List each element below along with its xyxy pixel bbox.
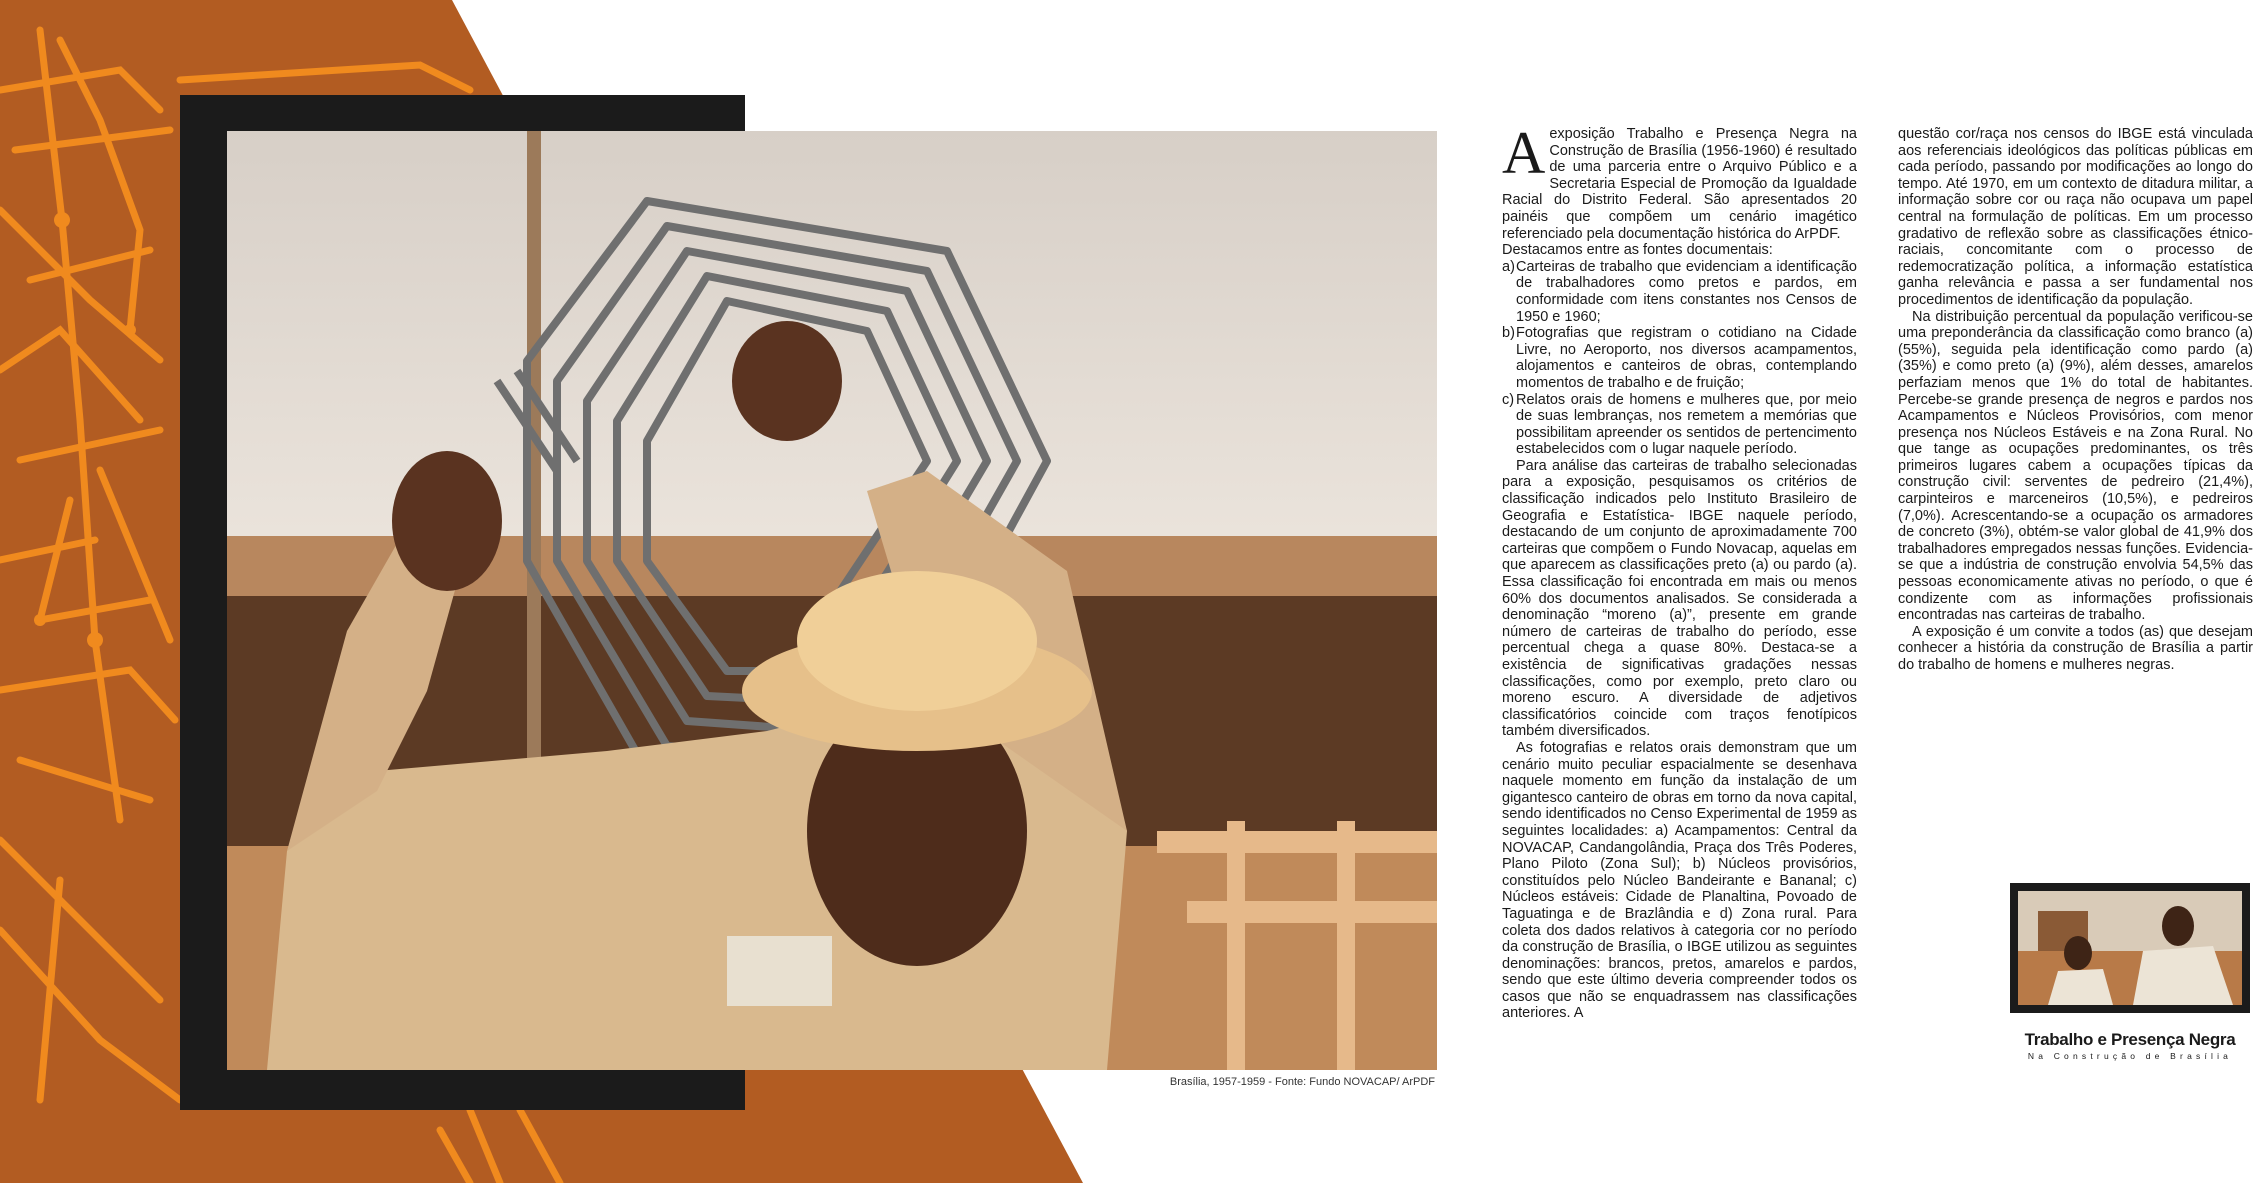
intro-text: exposição Trabalho e Presença Negra na Construção de Brasília (1956-1960) é resultado de uma parceria entre o Arquivo Público e a Secretaria Especial de Promoção da Igualdade Racial do Distrito Federal. São apresentados 20 painéis que compõem um cenário imagético referenciado pela documentação histórica do ArPDF. bbox=[1502, 126, 1857, 242]
main-photo bbox=[227, 131, 1437, 1070]
logo-photo bbox=[2018, 891, 2242, 1005]
list-marker: c) bbox=[1502, 391, 1515, 408]
list-item-text: Relatos orais de homens e mulheres que, por meio de suas lembranças, nos remetem a memórias que possibilitam apreender os sentidos de pertencimento estabelecidos com o lugar naquele período. bbox=[1516, 391, 1857, 458]
list-item bbox=[1502, 259, 1857, 325]
hat-crown bbox=[797, 571, 1037, 711]
man-hand-right bbox=[732, 321, 842, 441]
text-column-2 bbox=[1898, 126, 2253, 674]
logo-subtitle: Na Construção de Brasília bbox=[2027, 1051, 2233, 1061]
logo-frame bbox=[2010, 883, 2250, 1013]
list-item-text: Fotografias que registram o cotidiano na Cidade Livre, no Aeroporto, nos diversos acampamentos, alojamentos e canteiros de obras, contemplando momentos de trabalho e de fruição; bbox=[1516, 325, 1857, 391]
list-item bbox=[1502, 325, 1857, 391]
badge bbox=[727, 936, 832, 1006]
paragraph: questão cor/raça nos censos do IBGE está vinculada aos referenciais ideológicos das políticas públicas em cada período, passando por modificações ao longo do tempo. Até 1970, em um contexto de ditadura militar, a informação sobre cor ou raça não ocupava um papel central na formulação de políticas. Em um processo gradativo de reflexão sobre as classificações étnico-raciais, concomitante com o processo de redemocratização política, a informação estatística ganha relevância e passa a ser fundamental nos procedimentos de identificação da população. bbox=[1898, 126, 2253, 308]
paragraph: A exposição é um convite a todos (as) que desejam conhecer a história da construção de Brasília a partir do trabalho de homens e mulheres negras. bbox=[1898, 623, 2253, 673]
paragraph: Para análise das carteiras de trabalho selecionadas para a exposição, pesquisamos os critérios de classificação indicados pelo Instituto Brasileiro de Geografia e Estatística- IBGE naquele período, destacando de um conjunto de aproximadamente 700 carteiras que compõem o Fundo Novacap, aquelas em que aparecem as classificações preto (a) ou pardo (a). Essa classificação foi encontrada em mais ou menos 60% dos documentos analisados. Se considerada a denominação “moreno (a)”, presente em grande número de carteiras de trabalho do período, esse percentual chega a quase 80%. Destaca-se a existência de significativas gradações nessas classificações, como por exemplo, preto claro ou moreno escuro. A diversidade de adjetivos classificatórios coincide com traços fenotípicos também diversificados. bbox=[1502, 457, 1857, 740]
photo-caption: Brasília, 1957-1959 - Fonte: Fundo NOVACAP/ ArPDF bbox=[1169, 1076, 1435, 1088]
list-marker: b) bbox=[1502, 325, 1515, 342]
sources-list bbox=[1502, 259, 1857, 458]
list-marker: a) bbox=[1502, 258, 1515, 275]
man-hand-left bbox=[392, 451, 502, 591]
paragraph: As fotografias e relatos orais demonstram que um cenário muito peculiar espacialmente se desenhava naquele momento em função da instalação de um gigantesco canteiro de obras em torno da nova capital, sendo identificados no Censo Experimental de 1959 as seguintes localidades: a) Acampamentos: Central da NOVACAP, Candangolândia, Praça dos Três Poderes, Plano Piloto (Zona Sul); b) Núcleos provisórios, constituídos pelo Núcleo Bandeirante e Bananal; c) Núcleos estáveis: Cidade de Planaltina, Povoado de Taguatinga e de Brazlândia e d) Zona rural. Para coleta dos dados relativos à categoria cor no período da construção de Brasília, o IBGE utilizou as seguintes denominações: brancos, pretos, amarelos e pardos, sendo que este último deveria compreender todos os casos que não se enquadrassem nas classificações anteriores. A bbox=[1502, 739, 1857, 1022]
text-column-1 bbox=[1502, 120, 1857, 1022]
logo-title: Trabalho e Presença Negra bbox=[2024, 1030, 2236, 1049]
list-item-text: Carteiras de trabalho que evidenciam a identificação de trabalhadores como pretos e pardos, em conformidade com itens constantes nos Censos de 1950 e 1960; bbox=[1516, 258, 1857, 325]
paragraph: Na distribuição percentual da população verificou-se uma preponderância da classificação como branco (a) (55%), seguida pela identificação como pardo (a) (35%) e como preto (a) (9%), além desses, amarelos perfaziam menos que 1% do total de habitantes. Percebe-se grande presença de negros e pardos nos Acampamentos e Núcleos Provisórios, com menor presença nos Núcleos Estáveis e na Zona Rural. No que tange as ocupações predominantes, os três primeiros lugares cabem a ocupações típicas da construção civil: serventes de pedreiro (21,4%), carpinteiros e marceneiros (10,5%), e pedreiros (7,0%). Acrescentando-se a ocupação os armadores de concreto (3%), obtém-se valor global de 41,9% dos trabalhadores empregados nessas funções. Evidencia-se que a indústria de construção envolvia 54,5% das pessoas economicamente ativas no período, o que é condizente com as informações profissionais encontradas nas carteiras de trabalho. bbox=[1898, 308, 2253, 624]
list-item bbox=[1502, 392, 1857, 458]
drop-cap: A bbox=[1502, 120, 1546, 186]
sources-heading: Destacamos entre as fontes documentais: bbox=[1502, 242, 1773, 259]
exhibition-logo bbox=[2010, 883, 2250, 1063]
intro-paragraph bbox=[1502, 120, 1857, 242]
